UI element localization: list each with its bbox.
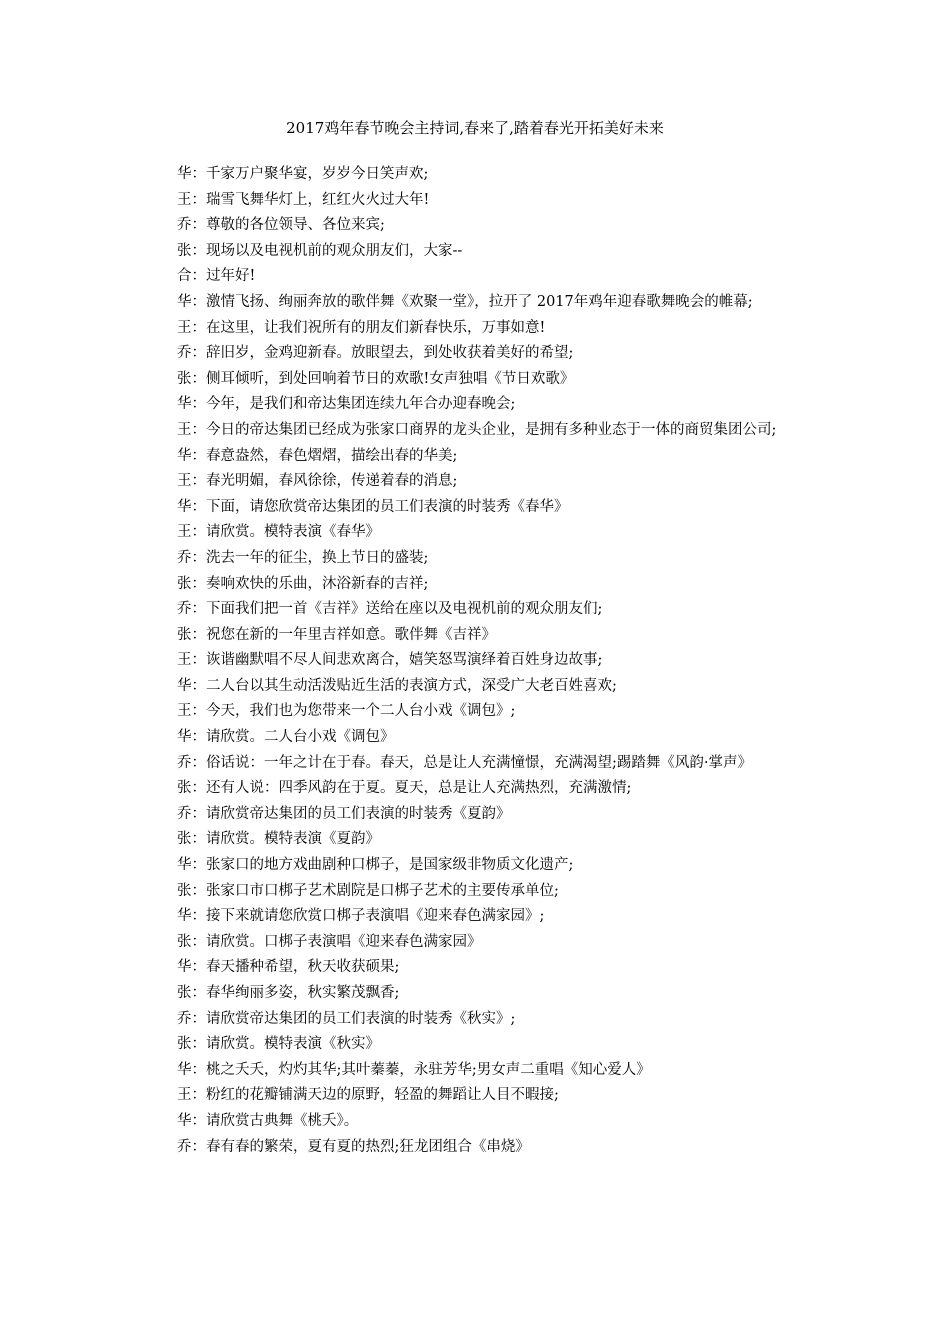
paragraph: 王：今日的帝达集团已经成为张家口商界的龙头企业，是拥有多种业态于一体的商贸集团公司; (177, 421, 777, 438)
paragraph: 张：祝您在新的一年里吉祥如意。歌伴舞《吉祥》 (177, 626, 496, 643)
paragraph: 张：张家口市口梆子艺术剧院是口梆子艺术的主要传承单位; (177, 882, 559, 899)
paragraph: 王：在这里，让我们祝所有的朋友们新春快乐，万事如意! (177, 319, 546, 336)
paragraph: 华：千家万户聚华宴，岁岁今日笑声欢; (177, 166, 429, 182)
paragraph: 华：今年，是我们和帝达集团连续九年合办迎春晚会; (177, 396, 516, 413)
paragraph: 张：还有人说：四季风韵在于夏。夏天，总是让人充满热烈，充满激情; (177, 780, 632, 797)
paragraph: 王：请欣赏。模特表演《春华》 (177, 524, 380, 541)
paragraph: 华：张家口的地方戏曲剧种口梆子，是国家级非物质文化遗产; (177, 857, 574, 874)
paragraph: 华：激情飞扬、绚丽奔放的歌伴舞《欢聚一堂》，拉开了 2017年鸡年迎春歌舞晚会的帷幕; (177, 293, 753, 310)
paragraph: 乔：请欣赏帝达集团的员工们表演的时装秀《夏韵》 (177, 805, 511, 822)
document-title: 2017鸡年春节晚会主持词,春来了,踏着春光开拓美好未来 (286, 119, 664, 137)
paragraph: 张：奏响欢快的乐曲，沐浴新春的吉祥; (177, 575, 429, 592)
paragraph: 张：现场以及电视机前的观众朋友们，大家-- (177, 242, 463, 259)
paragraph: 华：春意盎然，春色熠熠，描绘出春的华美; (177, 447, 458, 464)
paragraph: 华：请欣赏古典舞《桃夭》。 (177, 1112, 359, 1129)
paragraph: 张：请欣赏。口梆子表演唱《迎来春色满家园》 (177, 933, 482, 950)
paragraph: 华：接下来就请您欣赏口梆子表演唱《迎来春色满家园》; (177, 908, 545, 925)
paragraph: 张：请欣赏。模特表演《夏韵》 (177, 831, 380, 848)
paragraph: 华：桃之夭夭，灼灼其华;其叶蓁蓁，永驻芳华;男女声二重唱《知心爱人》 (177, 1061, 651, 1078)
paragraph: 王：今天，我们也为您带来一个二人台小戏《调包》; (177, 703, 516, 720)
paragraph: 乔：春有春的繁荣，夏有夏的热烈;狂龙团组合《串烧》 (177, 1138, 530, 1155)
paragraph: 华：请欣赏。二人台小戏《调包》 (177, 729, 395, 746)
paragraph: 乔：洗去一年的征尘，换上节日的盛装; (177, 549, 429, 566)
paragraph: 王：春光明媚，春风徐徐，传递着春的消息; (177, 473, 458, 490)
document-body (145, 162, 810, 1160)
paragraph: 华：春天播种希望，秋天收获硕果; (177, 959, 400, 976)
paragraph: 王：粉红的花瓣铺满天边的原野，轻盈的舞蹈让人目不暇接; (177, 1087, 559, 1104)
paragraph: 乔：尊敬的各位领导、各位来宾; (177, 217, 385, 234)
paragraph: 乔：下面我们把一首《吉祥》送给在座以及电视机前的观众朋友们; (177, 601, 603, 618)
paragraph: 华：二人台以其生动活泼贴近生活的表演方式，深受广大老百姓喜欢; (177, 677, 617, 694)
paragraph: 华：下面，请您欣赏帝达集团的员工们表演的时装秀《春华》 (177, 498, 569, 515)
paragraph: 合：过年好! (177, 268, 256, 285)
paragraph: 王：诙谐幽默唱不尽人间悲欢离合，嬉笑怒骂演绎着百姓身边故事; (177, 652, 603, 669)
paragraph: 张：春华绚丽多姿，秋实繁茂飘香; (177, 985, 400, 1001)
paragraph: 张：请欣赏。模特表演《秋实》 (177, 1036, 380, 1053)
paragraph: 张：侧耳倾听，到处回响着节日的欢歌!女声独唱《节日欢歌》 (177, 370, 575, 387)
paragraph: 王：瑞雪飞舞华灯上，红红火火过大年! (177, 191, 430, 208)
paragraph: 乔：辞旧岁，金鸡迎新春。放眼望去，到处收获着美好的希望; (177, 345, 574, 362)
paragraph: 乔：请欣赏帝达集团的员工们表演的时装秀《秋实》; (177, 1010, 516, 1027)
paragraph: 乔：俗话说：一年之计在于春。春天，总是让人充满憧憬，充满渴望;踢踏舞《风韵·掌声》 (177, 754, 752, 771)
